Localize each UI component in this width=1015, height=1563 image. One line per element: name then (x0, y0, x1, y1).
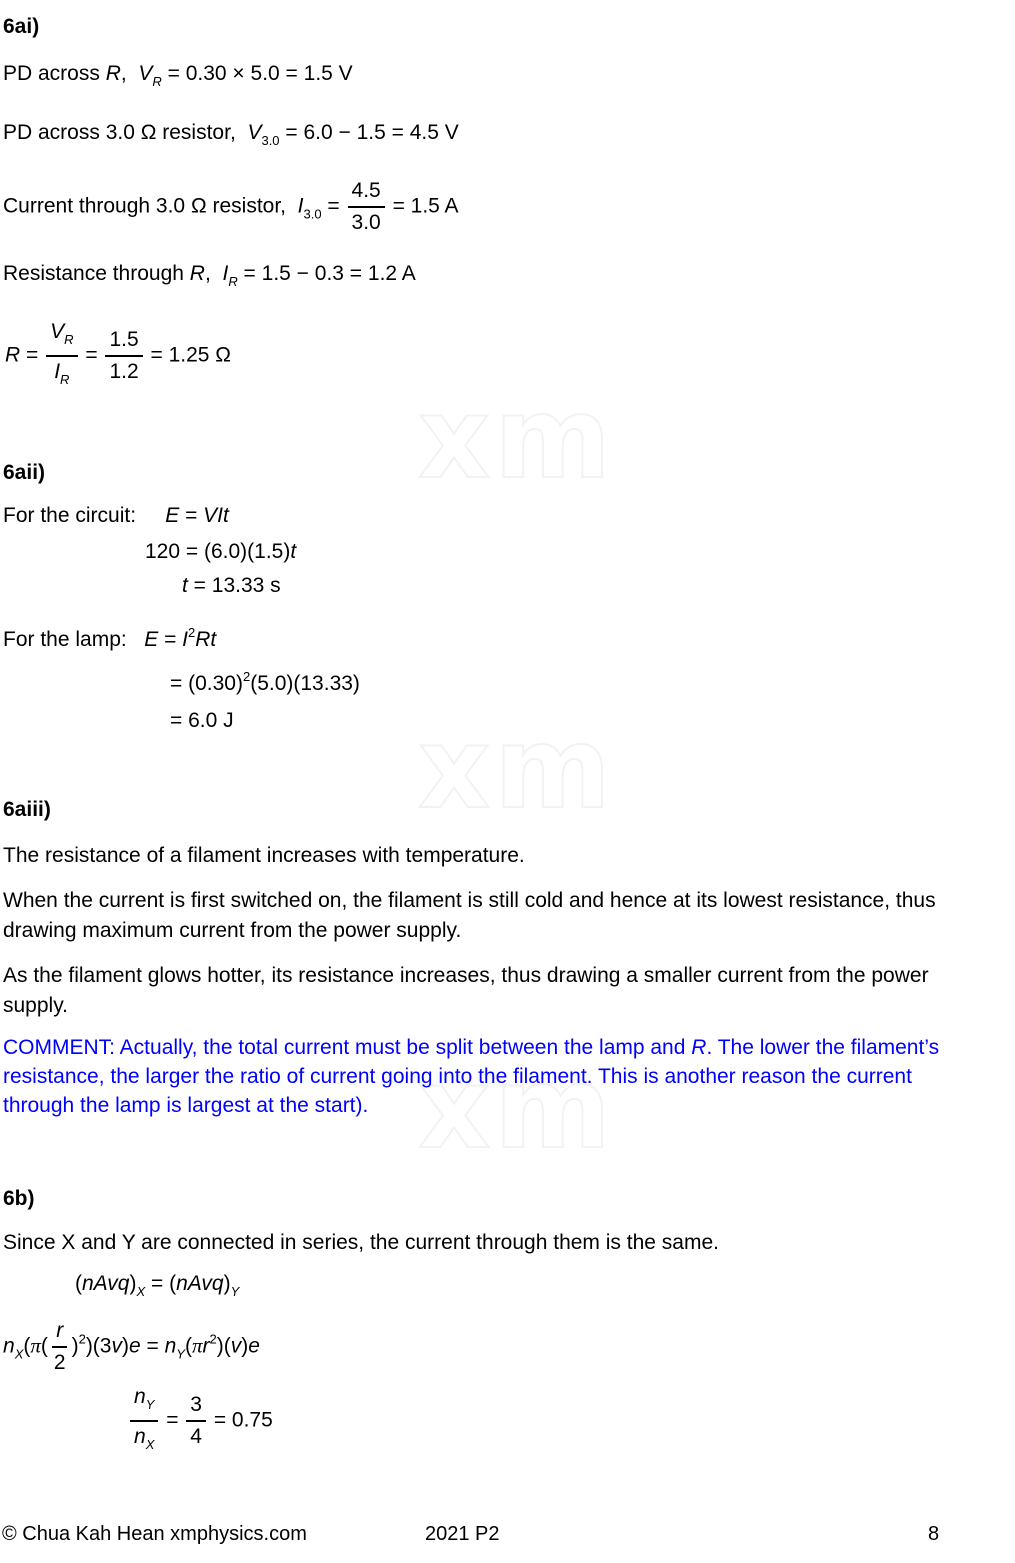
italic-variable: e (248, 1334, 260, 1358)
subscript: R (60, 372, 70, 387)
comment-paragraph (3, 1033, 1015, 1120)
text-run: = 0.75 (207, 1408, 273, 1432)
italic-variable: I (222, 262, 229, 285)
italic-variable: R (5, 343, 21, 367)
fraction-denominator (186, 1422, 206, 1451)
italic-variable: nAvq (82, 1272, 130, 1295)
text-run: COMMENT: Actually, the total current must be split between the lamp and (3, 1036, 692, 1059)
subscript: R (152, 74, 162, 89)
body-paragraph (3, 961, 1015, 1021)
italic-variable: n (164, 1334, 177, 1358)
math-line (3, 259, 1015, 297)
italic-variable: nAvq (176, 1272, 224, 1295)
math-line (3, 618, 1015, 655)
section-heading-6b: 6b) (3, 1187, 35, 1210)
math-line (3, 501, 1015, 531)
footer-paper-label: 2021 P2 (425, 1523, 500, 1545)
xm-watermark: xm (418, 704, 615, 834)
text-run: ) (241, 1334, 249, 1358)
math-line (75, 1269, 1015, 1307)
math-line (170, 662, 1015, 699)
italic-variable: n (134, 1385, 146, 1408)
text-run: Resistance through (3, 262, 190, 285)
italic-variable: Rt (195, 628, 217, 651)
text-run: PD across 3.0 Ω resistor, (3, 121, 248, 144)
text-run: ( (75, 1272, 82, 1295)
superscript: 2 (78, 1331, 86, 1347)
footer-page-number: 8 (928, 1523, 940, 1545)
text-run: As the filament glows hotter, its resistance increases, thus drawing a smaller current from the power (3, 964, 929, 987)
italic-variable: t (290, 540, 297, 563)
fraction-numerator (46, 318, 77, 357)
math-line (170, 706, 1015, 736)
xm-watermark: xm (418, 374, 615, 504)
fraction-numerator (130, 1383, 158, 1422)
solutions-content (0, 12, 1015, 1459)
subscript: Y (230, 1284, 240, 1299)
italic-variable: E (165, 504, 180, 527)
text-run: For the circuit: (3, 504, 166, 527)
paragraph-line (3, 991, 1015, 1021)
text-run: = (179, 504, 204, 527)
text-run: = (321, 194, 346, 218)
text-run: ( (184, 1334, 192, 1358)
italic-variable: I (54, 360, 61, 383)
subscript: R (228, 274, 238, 289)
italic-variable: V (247, 121, 262, 144)
text-run: = 1.25 Ω (144, 343, 231, 367)
text-run: )(3 (85, 1334, 112, 1358)
text-run: (5.0)(13.33) (250, 672, 360, 695)
paragraph-line (3, 1033, 1015, 1062)
superscript: 2 (188, 625, 196, 640)
text-run: = 6.0 − 1.5 = 4.5 V (279, 121, 459, 144)
text-run: ( (40, 1334, 48, 1358)
text-run: )( (216, 1334, 231, 1358)
math-line (128, 1383, 1015, 1459)
text-run: 120 = (6.0)(1.5) (145, 540, 291, 563)
text-run: 3.0 (351, 211, 381, 234)
text-run: = (20, 343, 45, 367)
fraction-numerator (52, 1317, 67, 1348)
fraction (348, 177, 385, 237)
text-run: , (204, 262, 223, 285)
superscript: 2 (242, 669, 251, 684)
subscript: X (145, 1437, 155, 1452)
paragraph-line (3, 1091, 1015, 1120)
italic-variable: E (144, 628, 159, 651)
section-heading-6aiii: 6aiii) (3, 798, 51, 821)
text-run: = (140, 1334, 165, 1358)
subscript: Y (176, 1346, 185, 1362)
fraction-denominator (130, 1422, 158, 1459)
fraction (46, 318, 77, 394)
section-heading-6aii: 6aii) (3, 461, 46, 484)
subscript: X (136, 1284, 146, 1299)
text-run: ) (129, 1272, 137, 1295)
text-run: supply. (3, 994, 68, 1017)
text-run: drawing maximum current from the power supply. (3, 919, 462, 942)
fraction (130, 1383, 158, 1459)
fraction (186, 1391, 206, 1451)
subscript: Y (145, 1397, 155, 1412)
text-run: 1.2 (109, 360, 139, 383)
subscript: X (14, 1346, 24, 1362)
fraction-denominator (50, 1348, 70, 1377)
text-run: The resistance of a filament increases with temperature. (3, 844, 525, 867)
fraction-numerator (348, 177, 385, 208)
italic-variable: t (182, 574, 188, 597)
italic-variable: R (691, 1036, 707, 1059)
math-line (3, 118, 1015, 156)
text-run: PD across (3, 62, 106, 85)
text-run: through the lamp is largest at the start). (3, 1094, 369, 1117)
text-run: resistance, the larger the ratio of current going into the filament. This is another reason the current (3, 1065, 912, 1088)
fraction-denominator (105, 357, 142, 386)
text-run: ) (223, 1272, 231, 1295)
text-run: 1.5 (109, 328, 139, 351)
greek-pi: π (30, 1333, 41, 1358)
text-run: = 1.5 A (386, 194, 459, 218)
text-run: = 0.30 × 5.0 = 1.5 V (161, 62, 353, 85)
fraction-denominator (348, 208, 385, 237)
subscript: 3.0 (261, 133, 280, 148)
math-line (5, 318, 1015, 394)
italic-variable: n (3, 1334, 15, 1358)
text-run: = ( (145, 1272, 177, 1295)
fraction-numerator (105, 326, 142, 357)
text-run: , (120, 62, 139, 85)
text-run: For the lamp: (3, 628, 145, 651)
text-run: When the current is first switched on, the filament is still cold and hence at its lowest resistance, thus (3, 889, 936, 912)
math-line (145, 537, 1015, 567)
text-run: 4.5 (351, 179, 381, 202)
italic-variable: e (128, 1334, 141, 1358)
italic-variable: r (202, 1334, 210, 1358)
italic-variable: V (138, 62, 153, 85)
paragraph-line (3, 961, 1015, 991)
xm-watermark: xm (418, 1044, 615, 1174)
text-run: = 13.33 s (187, 574, 281, 597)
footer-copyright: © Chua Kah Hean xmphysics.com (2, 1523, 307, 1545)
text-run: 2 (53, 1351, 66, 1374)
italic-variable: V (50, 320, 65, 343)
text-run: = (0.30) (170, 672, 243, 695)
text-run: Current through 3.0 Ω resistor, (3, 194, 298, 218)
italic-variable: n (134, 1425, 146, 1448)
text-run: = 1.5 − 0.3 = 1.2 A (237, 262, 416, 285)
fraction (105, 326, 142, 386)
italic-variable: VIt (203, 504, 229, 527)
fraction-denominator (50, 357, 73, 394)
text-run: ) (71, 1334, 79, 1358)
text-run: = (158, 628, 183, 651)
paragraph-line (3, 886, 1015, 916)
math-line (182, 571, 1015, 601)
document-page (0, 12, 1015, 1563)
text-run: = (160, 1408, 185, 1432)
superscript: 2 (209, 1331, 217, 1347)
fraction-numerator (186, 1391, 206, 1422)
math-line (3, 59, 1015, 97)
paragraph-line (3, 1062, 1015, 1091)
math-line (3, 1317, 1015, 1377)
text-run: = (79, 343, 104, 367)
paragraph-line (3, 916, 1015, 946)
text-run: Since X and Y are connected in series, the current through them is the same. (3, 1231, 719, 1254)
subscript: R (64, 332, 74, 347)
math-line (3, 177, 1015, 237)
italic-variable: R (189, 262, 205, 285)
greek-pi: π (191, 1333, 203, 1358)
body-paragraph (3, 841, 1015, 871)
text-run: ( (23, 1334, 31, 1358)
text-run: ) (121, 1334, 129, 1358)
italic-variable: r (56, 1319, 64, 1342)
fraction (50, 1317, 70, 1377)
italic-variable: v (111, 1334, 122, 1358)
text-run: 4 (190, 1425, 202, 1448)
paragraph-line (3, 1228, 1015, 1258)
subscript: 3.0 (303, 206, 322, 222)
text-run: 3 (190, 1393, 202, 1416)
section-heading-6ai: 6ai) (3, 15, 40, 38)
text-run: = 6.0 J (170, 709, 234, 732)
italic-variable: R (105, 62, 121, 85)
text-run: . The lower the filament’s (706, 1036, 940, 1059)
italic-variable: v (230, 1334, 242, 1358)
paragraph-line (3, 841, 1015, 871)
body-paragraph (3, 886, 1015, 946)
italic-variable: I (182, 628, 189, 651)
body-paragraph (3, 1228, 1015, 1258)
italic-variable: I (297, 194, 304, 218)
